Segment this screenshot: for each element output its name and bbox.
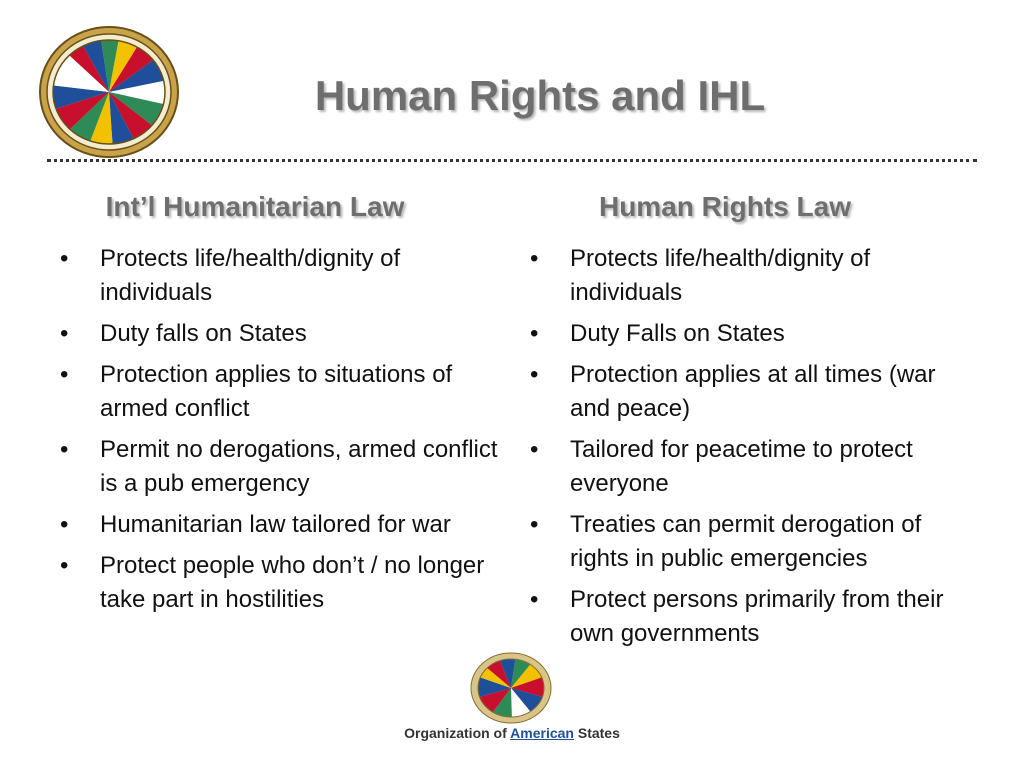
bullet-icon: • — [530, 436, 539, 463]
footer-highlight: American — [510, 725, 574, 741]
list-item-text: Protection applies at all times (war and peace) — [570, 361, 936, 422]
hrl-heading: Human Rights Law — [598, 191, 851, 222]
list-item — [525, 358, 970, 426]
list-item — [525, 317, 970, 351]
bullet-icon: • — [60, 320, 69, 347]
footer-organization — [312, 725, 712, 741]
bullet-icon: • — [530, 320, 539, 347]
list-item — [55, 549, 500, 617]
ihl-bullet-list — [55, 242, 500, 617]
bullet-icon: • — [530, 586, 539, 613]
bullet-icon: • — [530, 511, 539, 538]
bullet-icon: • — [60, 511, 69, 538]
list-item-text: Treaties can permit derogation of rights in public emergencies — [570, 511, 922, 572]
list-item-text: Duty falls on States — [100, 320, 307, 347]
bullet-icon: • — [60, 436, 69, 463]
list-item — [55, 508, 500, 542]
list-item-text: Duty Falls on States — [570, 320, 785, 347]
list-item — [55, 242, 500, 310]
list-item-text: Protects life/health/dignity of individuals — [100, 245, 401, 306]
list-item — [55, 358, 500, 426]
list-item-text: Protect persons primarily from their own governments — [570, 586, 944, 647]
bullet-icon: • — [530, 361, 539, 388]
list-item — [525, 433, 970, 501]
page-title: Human Rights and IHL — [314, 72, 766, 119]
list-item — [55, 317, 500, 351]
hrl-column — [525, 190, 970, 658]
bullet-icon: • — [60, 361, 69, 388]
list-item — [55, 433, 500, 501]
footer-prefix: Organization of — [404, 725, 511, 741]
bullet-icon: • — [60, 245, 69, 272]
oas-seal-icon — [38, 25, 180, 159]
list-item — [525, 583, 970, 651]
footer-suffix: States — [573, 725, 620, 741]
list-item-text: Tailored for peacetime to protect everyone — [570, 436, 913, 497]
bullet-icon: • — [530, 245, 539, 272]
bullet-icon: • — [60, 552, 69, 579]
list-item-text: Protects life/health/dignity of individuals — [570, 245, 871, 306]
ihl-column — [55, 190, 500, 624]
hrl-bullet-list — [525, 242, 970, 651]
ihl-heading: Int’l Humanitarian Law — [105, 191, 405, 222]
list-item — [525, 508, 970, 576]
list-item-text: Protect people who don’t / no longer take part in hostilities — [100, 552, 485, 613]
list-item-text: Permit no derogations, armed conflict is a pub emergency — [100, 436, 498, 497]
list-item-text: Humanitarian law tailored for war — [100, 511, 451, 538]
list-item-text: Protection applies to situations of armed conflict — [100, 361, 453, 422]
list-item — [525, 242, 970, 310]
oas-seal-icon — [470, 652, 552, 724]
title-divider — [47, 159, 977, 162]
